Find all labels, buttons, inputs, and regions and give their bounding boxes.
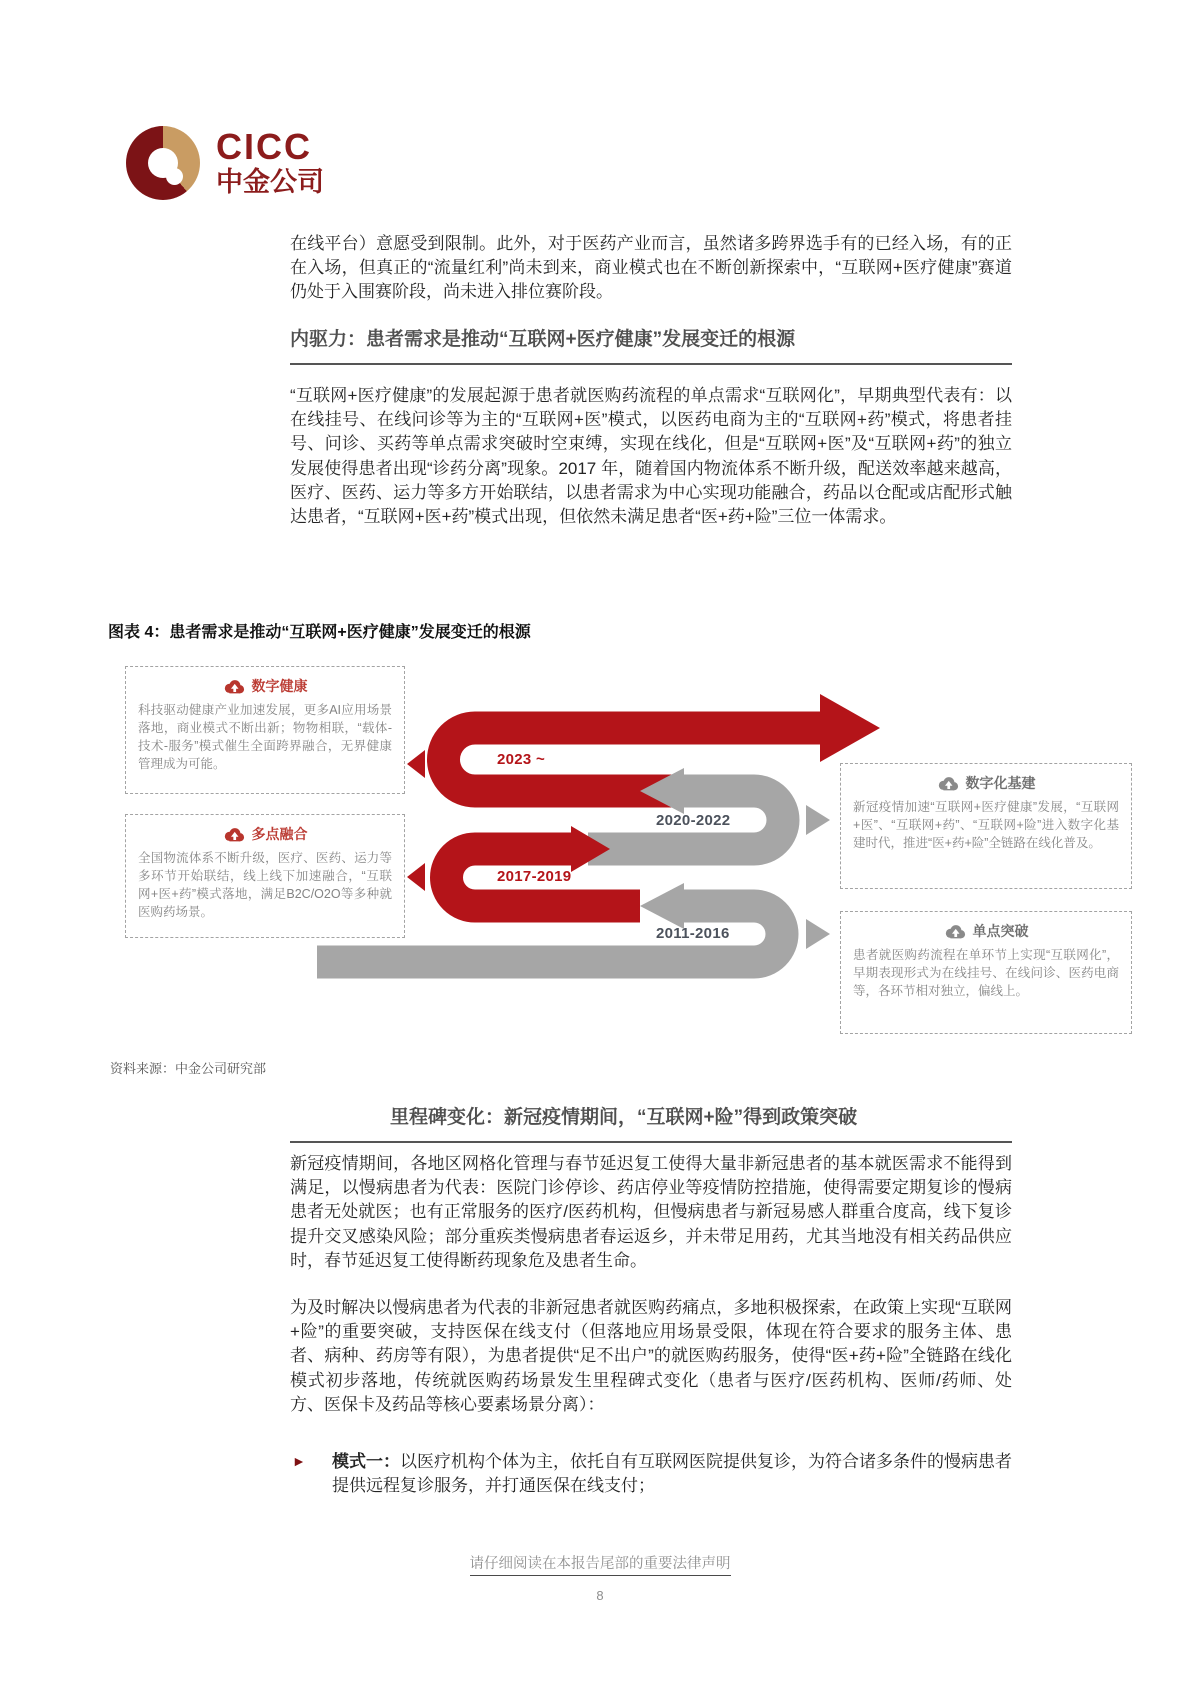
cicc-logo	[126, 126, 324, 200]
figure-diagram	[100, 650, 1140, 1050]
figure-title: 图表 4：患者需求是推动“互联网+医疗健康”发展变迁的根源	[108, 624, 531, 641]
box-digital-health	[125, 666, 405, 794]
box-multi-fusion	[125, 814, 405, 938]
section1-body: “互联网+医疗健康”的发展起源于患者就医购药流程的单点需求“互联网化”，早期典型代表有：以在线挂号、在线问诊等为主的“互联网+医”模式，以医药电商为主的“互联网+药”模式，将患者挂号、问诊、买药等单点需求突破时空束缚，实现在线化，但是“互联网+医”及“互联网+药”的独立发展使得患者出现“诊药分离”现象。2017 年，随着国内物流体系不断升级，配送效率越来越高，医疗、医药、运力等多方开始联结，以患者需求为中心实现功能融合，药品以仓配或店配形式触达患者，“互联网+医+药”模式出现，但依然未满足患者“医+药+险”三位一体需求。	[290, 386, 1012, 527]
pointer-right-digital-infra-icon	[806, 805, 830, 835]
bullet-text: 以医疗机构个体为主，依托自有互联网医院提供复诊，为符合诸多条件的慢病患者提供远程复诊服务，并打通医保在线支付；	[332, 1452, 1012, 1496]
pointer-left-digital-health-icon	[407, 750, 425, 778]
box-title: 单点突破	[972, 923, 1029, 939]
box-digital-health-title-row	[138, 676, 392, 696]
box-text: 患者就医购药流程在单环节上实现“互联网化”，早期表现形式为在线挂号、在线问诊、医药电商等，各环节相对独立，偏线上。	[853, 948, 1119, 999]
bullet-triangle-icon: ►	[292, 1453, 306, 1469]
timeline-label-2017-2019: 2017-2019	[497, 868, 572, 885]
arrowhead-2023-icon	[820, 694, 880, 762]
cloud-upload-icon	[937, 776, 959, 791]
section2-heading: 里程碑变化：新冠疫情期间，“互联网+险”得到政策突破	[290, 1102, 1012, 1143]
logo-text-en: CICC	[216, 126, 312, 167]
bullet-item	[290, 1450, 1012, 1498]
cloud-upload-icon	[223, 827, 245, 842]
box-digital-infra-title-row	[853, 773, 1119, 793]
figure-source: 资料来源：中金公司研究部	[110, 1061, 267, 1076]
arrowhead-2011-icon	[640, 883, 684, 929]
box-text: 全国物流体系不断升级，医疗、医药、运力等多环节开始联结，线上线下加速融合，“互联网+医+药”模式落地，满足B2C/O2O等多种就医购药场景。	[138, 851, 392, 920]
timeline-label-2011-2016: 2011-2016	[656, 925, 730, 942]
timeline-label-2023: 2023 ~	[497, 751, 546, 768]
bullet-body	[332, 1450, 1012, 1498]
box-multi-fusion-title-row	[138, 824, 392, 844]
footer-disclaimer	[0, 1552, 1200, 1576]
box-title: 多点融合	[251, 826, 308, 842]
box-title: 数字健康	[251, 678, 308, 694]
box-title: 数字化基建	[965, 775, 1036, 791]
box-digital-infra	[840, 763, 1132, 889]
box-text: 科技驱动健康产业加速发展，更多AI应用场景落地，商业模式不断出新；物物相联，“载体-技术-服务”模式催生全面跨界融合，无界健康管理成为可能。	[138, 703, 392, 772]
page-number: 8	[596, 1588, 604, 1603]
footer-disclaimer-text: 请仔细阅读在本报告尾部的重要法律声明	[470, 1552, 731, 1576]
pointer-left-multi-fusion-icon	[407, 863, 425, 891]
bullet-label: 模式一：	[332, 1452, 400, 1471]
section1-heading: 内驱力：患者需求是推动“互联网+医疗健康”发展变迁的根源	[290, 324, 1012, 365]
box-single-point-title-row	[853, 921, 1119, 941]
intro-paragraph: 在线平台）意愿受到限制。此外，对于医药产业而言，虽然诸多跨界选手有的已经入场，有的正在入场，但真正的“流量红利”尚未到来，商业模式也在不断创新探索中，“互联网+医疗健康”赛道仍处于入围赛阶段，尚未进入排位赛阶段。	[290, 234, 1012, 302]
box-text: 新冠疫情加速“互联网+医疗健康”发展，“互联网+医”、“互联网+药”、“互联网+险”进入数字化基建时代，推进“医+药+险”全链路在线化普及。	[853, 800, 1119, 851]
box-single-point	[840, 911, 1132, 1034]
cicc-logo-icon	[126, 126, 200, 200]
timeline-label-2020-2022: 2020-2022	[656, 812, 731, 829]
section2-paragraph-2: 为及时解决以慢病患者为代表的非新冠患者就医购药痛点，多地积极探索，在政策上实现“互联网+险”的重要突破，支持医保在线支付（但落地应用场景受限，体现在符合要求的服务主体、患者、病种、药房等有限），为患者提供“足不出户”的就医购药服务，使得“医+药+险”全链路在线化模式初步落地，传统就医购药场景发生里程碑式变化（患者与医疗/医药机构、医师/药师、处方、医保卡及药品等核心要素场景分离）：	[290, 1298, 1012, 1414]
section2-paragraph-1: 新冠疫情期间，各地区网格化管理与春节延迟复工使得大量非新冠患者的基本就医需求不能得到满足，以慢病患者为代表：医院门诊停诊、药店停业等疫情防控措施，使得需要定期复诊的慢病患者无处就医；也有正常服务的医疗/医药机构，但慢病患者与新冠易感人群重合度高，线下复诊提升交叉感染风险；部分重疾类慢病患者春运返乡，并未带足用药，尤其当地没有相关药品供应时，春节延迟复工使得断药现象危及患者生命。	[290, 1154, 1012, 1270]
pointer-right-single-point-icon	[806, 919, 830, 949]
logo-text-cn: 中金公司	[216, 167, 324, 197]
cloud-upload-icon	[944, 924, 966, 939]
cloud-upload-icon	[223, 679, 245, 694]
logo-text	[216, 126, 324, 197]
